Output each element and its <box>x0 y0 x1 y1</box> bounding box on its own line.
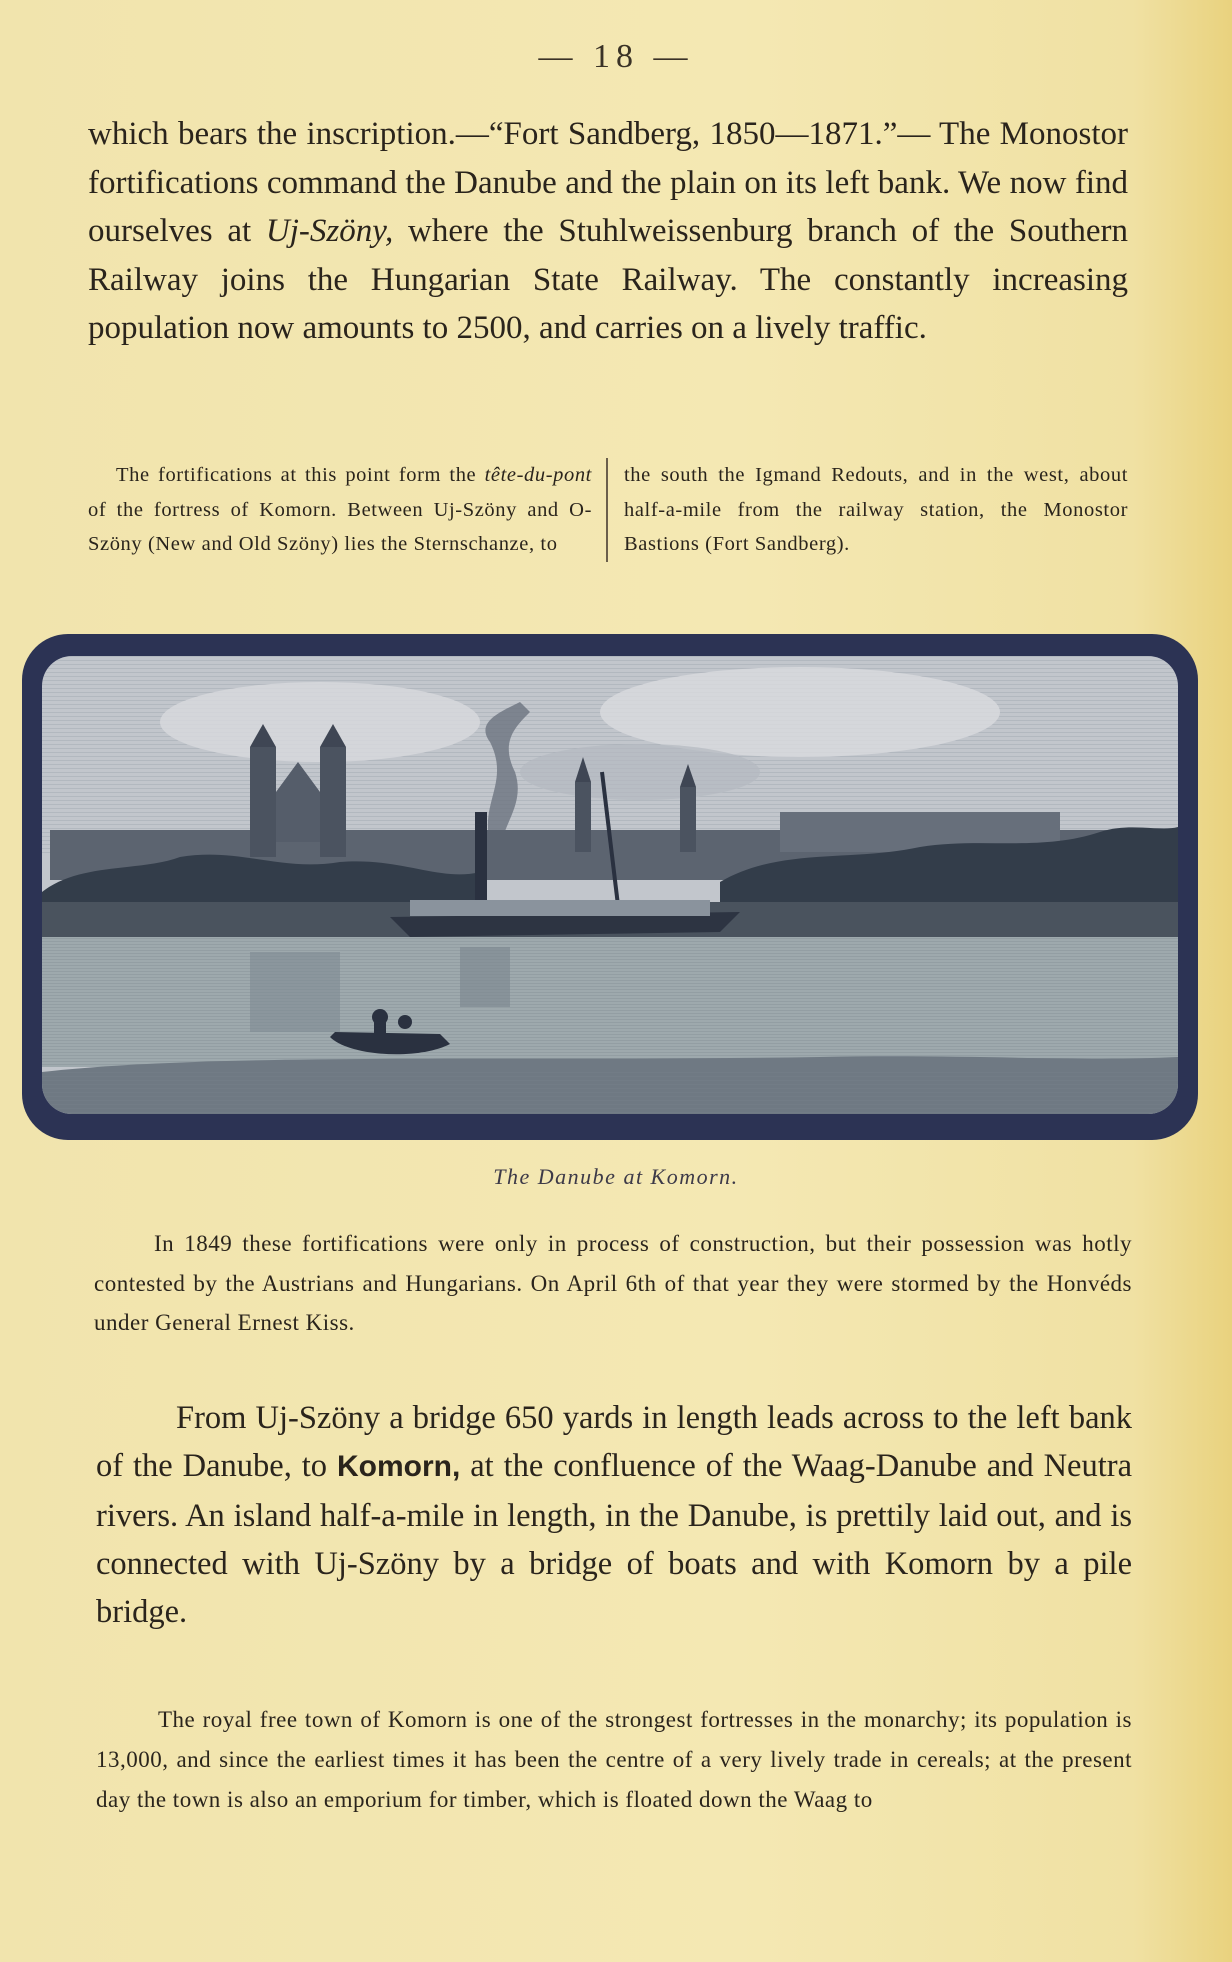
steamer-deck <box>410 900 710 916</box>
bridge-paragraph <box>96 1394 1132 1636</box>
rower <box>398 1015 412 1029</box>
church-tower-left <box>250 747 276 857</box>
note-right-column: the south the Igmand Redouts, and in the west, about half-a-mile from the railway station, the Monostor Bastions (Fort Sandberg). <box>624 464 1128 555</box>
steeple <box>680 787 696 852</box>
cloud <box>520 744 760 800</box>
steamer-funnel <box>475 812 487 907</box>
church-tower-right <box>320 747 346 857</box>
rower-body <box>374 1022 386 1036</box>
page-number: — 18 — <box>538 38 694 75</box>
note-left-text-b: of the fortress of Komorn. Between Uj-Szöny and O-Szöny (New and Old Szöny) lies the Sternschanze, to <box>88 498 592 555</box>
intro-paragraph <box>88 110 1128 353</box>
bridge-text-b: at the confluence of the Waag-Danube and Neutra rivers. An island half-a-mile in length, in the Danube, is prettily laid out, and is connected with Uj-Szöny by a bridge of boats and with Komorn by a pile bridge. <box>96 1448 1133 1631</box>
reflection <box>250 952 340 1032</box>
two-column-note <box>88 458 1128 562</box>
intro-text-2: where the Stuhlweissenburg branch of the Southern Railway joins the Hungarian State Railway. The constantly increasing population now amounts to 2500, and carries on a lively traffic. <box>88 213 1129 346</box>
cloud <box>600 667 1000 757</box>
steeple <box>575 782 591 852</box>
note-left-text-a: The fortifications at this point form the <box>116 464 477 486</box>
komorn-paragraph: The royal free town of Komorn is one of the strongest fortresses in the monarchy; its population is 13,000, and since the earliest times it has been the centre of a very lively trade in cereals; at the present day the town is also an emporium for timber, which is floated down the Waag to <box>96 1707 1132 1812</box>
reflection <box>460 947 510 1007</box>
bridge-text-a: From Uj-Szöny a bridge 650 yards in length leads across to the left bank of the Danube, to <box>96 1400 1132 1485</box>
intro-text-1: which bears the inscription.—“Fort Sandberg, 1850—1871.”— The Monostor fortifications command the Danube and the plain on its left bank. We now find ourselves at <box>88 116 1128 249</box>
illustration-caption: The Danube at Komorn. <box>493 1164 739 1189</box>
komorn-name: Komorn, <box>336 1450 461 1484</box>
note-left-term: tête-du-pont <box>484 464 592 486</box>
note-left-column <box>88 458 608 562</box>
danube-engraving <box>20 632 1200 1142</box>
history-paragraph: In 1849 these fortifications were only in process of construction, but their possession was hotly contested by the Austrians and Hungarians. On April 6th of that year they were stormed by the Honvéds under General Ernest Kiss. <box>94 1231 1132 1335</box>
intro-place-name: Uj-Szöny, <box>265 213 394 249</box>
